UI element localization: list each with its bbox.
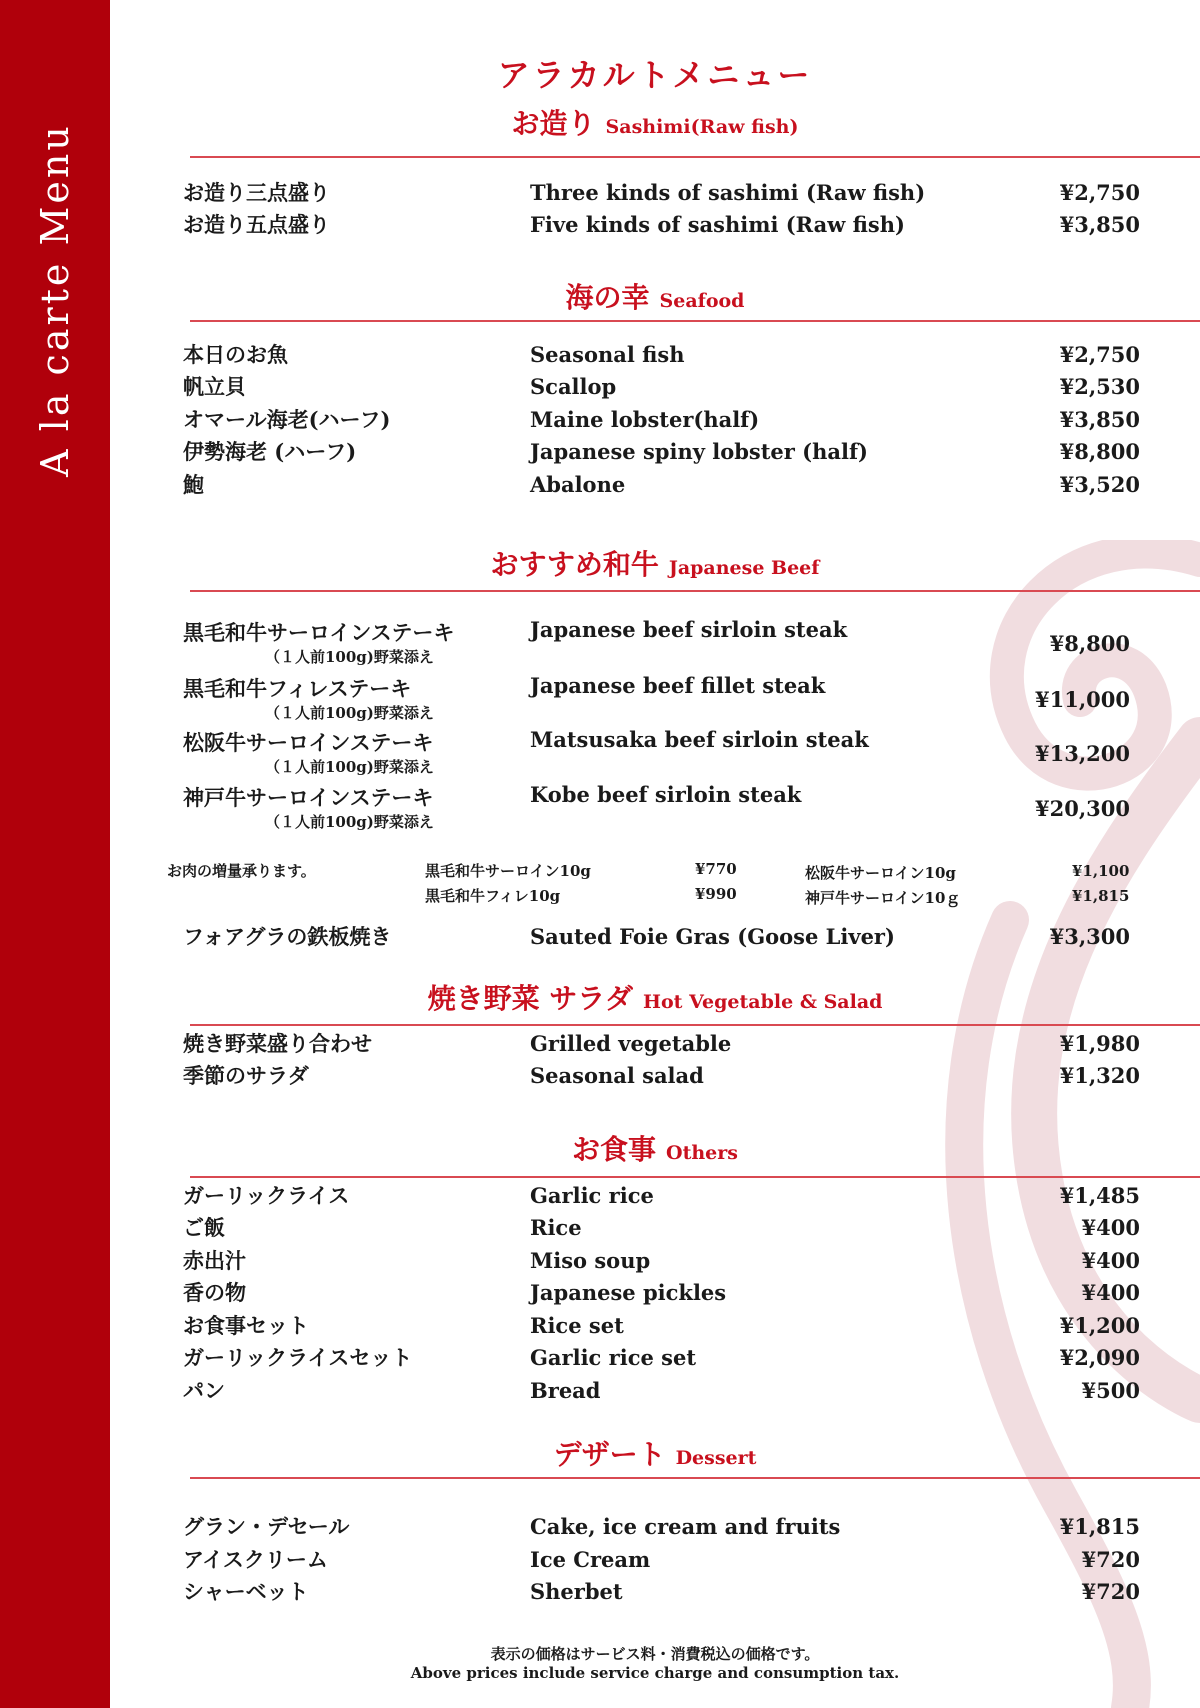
item-price: ¥2,750	[1059, 180, 1140, 205]
page-title: アラカルトメニュー	[497, 56, 813, 94]
item-price: ¥720	[1081, 1579, 1140, 1604]
section-title-en: Hot Vegetable & Salad	[643, 991, 883, 1013]
sidebar	[0, 0, 110, 1708]
extra-meat-price: ¥1,815	[1072, 887, 1130, 905]
item-name-ja: 赤出汁	[183, 1248, 246, 1273]
sidebar-title: A la carte Menu	[33, 123, 77, 477]
extra-meat-label: お肉の増量承ります。	[167, 862, 316, 880]
item-name-ja: 神戸牛サーロインステーキ	[183, 785, 434, 810]
item-price: ¥13,200	[1035, 741, 1130, 766]
item-price: ¥3,850	[1059, 407, 1140, 432]
item-name-ja: シャーベット	[183, 1579, 309, 1604]
extra-meat-price: ¥990	[695, 885, 737, 903]
item-name-ja: 帆立貝	[183, 374, 246, 399]
item-name-ja: 焼き野菜盛り合わせ	[183, 1031, 372, 1056]
section-title-ja: デザート	[553, 1438, 666, 1471]
menu-content	[110, 0, 1200, 1708]
item-price: ¥1,815	[1059, 1514, 1140, 1539]
section-divider	[190, 320, 1200, 322]
item-price: ¥2,750	[1059, 342, 1140, 367]
item-name-en: Scallop	[530, 374, 617, 399]
section-title-en: Japanese Beef	[668, 557, 820, 579]
item-portion-note: （１人前100g)野菜添え	[265, 813, 434, 831]
section-heading-beef	[110, 543, 1200, 583]
item-name-ja: ご飯	[183, 1215, 225, 1240]
section-title-ja: 焼き野菜 サラダ	[427, 982, 634, 1015]
section-divider	[190, 1477, 1200, 1479]
item-price: ¥11,000	[1035, 687, 1130, 712]
section-title-ja: おすすめ和牛	[490, 548, 659, 581]
item-name-en: Maine lobster(half)	[530, 407, 760, 432]
section-title-en: Seafood	[659, 290, 745, 312]
item-price: ¥3,850	[1059, 212, 1140, 237]
item-name-ja: アイスクリーム	[183, 1547, 328, 1572]
item-name-en: Rice set	[530, 1313, 624, 1338]
section-heading-vegetable	[110, 977, 1200, 1017]
section-heading-others	[110, 1128, 1200, 1168]
item-name-en: Japanese beef sirloin steak	[530, 617, 848, 642]
beef-item	[110, 727, 1200, 783]
section-heading-sashimi	[110, 102, 1200, 142]
section-title-en: Dessert	[675, 1447, 757, 1469]
beef-item	[110, 617, 1200, 673]
item-name-en: Seasonal salad	[530, 1063, 704, 1088]
item-name-en: Sauted Foie Gras (Goose Liver)	[530, 924, 895, 949]
beef-item	[110, 673, 1200, 729]
item-name-en: Ice Cream	[530, 1547, 651, 1572]
item-portion-note: （１人前100g)野菜添え	[265, 648, 434, 666]
item-name-ja: お食事セット	[183, 1313, 309, 1338]
item-price: ¥1,485	[1059, 1183, 1140, 1208]
item-name-ja: ガーリックライスセット	[183, 1345, 413, 1370]
item-price: ¥400	[1081, 1248, 1140, 1273]
item-name-en: Japanese beef fillet steak	[530, 673, 826, 698]
price-note-ja: 表示の価格はサービス料・消費税込の価格です。	[490, 1645, 820, 1663]
item-price: ¥2,090	[1059, 1345, 1140, 1370]
item-name-en: Miso soup	[530, 1248, 651, 1273]
extra-meat-name: 神戸牛サーロイン10ｇ	[805, 889, 961, 907]
extra-meat-price: ¥770	[695, 860, 737, 878]
item-price: ¥8,800	[1049, 631, 1130, 656]
item-name-en: Sherbet	[530, 1579, 623, 1604]
extra-meat-price: ¥1,100	[1072, 862, 1130, 880]
item-price: ¥500	[1081, 1378, 1140, 1403]
item-name-en: Kobe beef sirloin steak	[530, 782, 802, 807]
item-price: ¥8,800	[1059, 439, 1140, 464]
item-name-en: Garlic rice	[530, 1183, 654, 1208]
section-title-en: Sashimi(Raw fish)	[605, 116, 799, 138]
item-name-en: Bread	[530, 1378, 601, 1403]
item-price: ¥3,520	[1059, 472, 1140, 497]
item-name-en: Japanese spiny lobster (half)	[530, 439, 868, 464]
item-price: ¥1,320	[1059, 1063, 1140, 1088]
section-title-en: Others	[666, 1142, 738, 1164]
item-name-en: Grilled vegetable	[530, 1031, 732, 1056]
price-note-en: Above prices include service charge and consumption tax.	[410, 1664, 900, 1682]
section-heading-dessert	[110, 1433, 1200, 1473]
item-name-ja: 黒毛和牛サーロインステーキ	[183, 620, 455, 645]
item-name-ja: 鮑	[183, 472, 204, 497]
item-name-ja: グラン・デセール	[183, 1514, 350, 1539]
item-name-en: Matsusaka beef sirloin steak	[530, 727, 869, 752]
item-portion-note: （１人前100g)野菜添え	[265, 704, 434, 722]
extra-meat-name: 黒毛和牛フィレ10g	[425, 887, 561, 905]
item-name-ja: 松阪牛サーロインステーキ	[183, 730, 434, 755]
item-price: ¥1,980	[1059, 1031, 1140, 1056]
item-name-ja: パン	[183, 1378, 225, 1403]
item-price: ¥20,300	[1035, 796, 1130, 821]
item-name-en: Cake, ice cream and fruits	[530, 1514, 841, 1539]
item-name-ja: 本日のお魚	[183, 342, 288, 367]
section-divider	[190, 1176, 1200, 1178]
item-name-ja: フォアグラの鉄板焼き	[183, 924, 392, 949]
item-name-ja: 季節のサラダ	[183, 1063, 309, 1088]
item-name-en: Rice	[530, 1215, 582, 1240]
section-divider	[190, 1024, 1200, 1026]
price-note	[110, 1645, 1200, 1683]
extra-meat-name: 松阪牛サーロイン10g	[805, 864, 956, 882]
item-name-en: Seasonal fish	[530, 342, 685, 367]
item-price: ¥400	[1081, 1280, 1140, 1305]
section-title-ja: お食事	[572, 1133, 657, 1166]
section-divider	[190, 590, 1200, 592]
section-title-ja: お造り	[511, 107, 596, 140]
item-name-ja: お造り五点盛り	[183, 212, 330, 237]
item-price: ¥720	[1081, 1547, 1140, 1572]
item-name-en: Garlic rice set	[530, 1345, 697, 1370]
item-name-en: Three kinds of sashimi (Raw fish)	[530, 180, 926, 205]
item-name-ja: 香の物	[183, 1280, 246, 1305]
item-price: ¥400	[1081, 1215, 1140, 1240]
item-price: ¥3,300	[1049, 924, 1130, 949]
section-divider	[190, 156, 1200, 158]
item-portion-note: （１人前100g)野菜添え	[265, 758, 434, 776]
item-name-ja: お造り三点盛り	[183, 180, 330, 205]
item-price: ¥1,200	[1059, 1313, 1140, 1338]
item-name-ja: ガーリックライス	[183, 1183, 350, 1208]
section-heading-seafood	[110, 276, 1200, 316]
item-price: ¥2,530	[1059, 374, 1140, 399]
beef-item	[110, 782, 1200, 838]
item-name-en: Abalone	[530, 472, 626, 497]
item-name-ja: オマール海老(ハーフ)	[183, 407, 391, 432]
item-name-en: Five kinds of sashimi (Raw fish)	[530, 212, 905, 237]
item-name-ja: 伊勢海老 (ハーフ)	[183, 439, 357, 464]
extra-meat-name: 黒毛和牛サーロイン10g	[425, 862, 591, 880]
item-name-en: Japanese pickles	[530, 1280, 727, 1305]
section-title-ja: 海の幸	[565, 281, 650, 314]
item-name-ja: 黒毛和牛フィレステーキ	[183, 676, 412, 701]
